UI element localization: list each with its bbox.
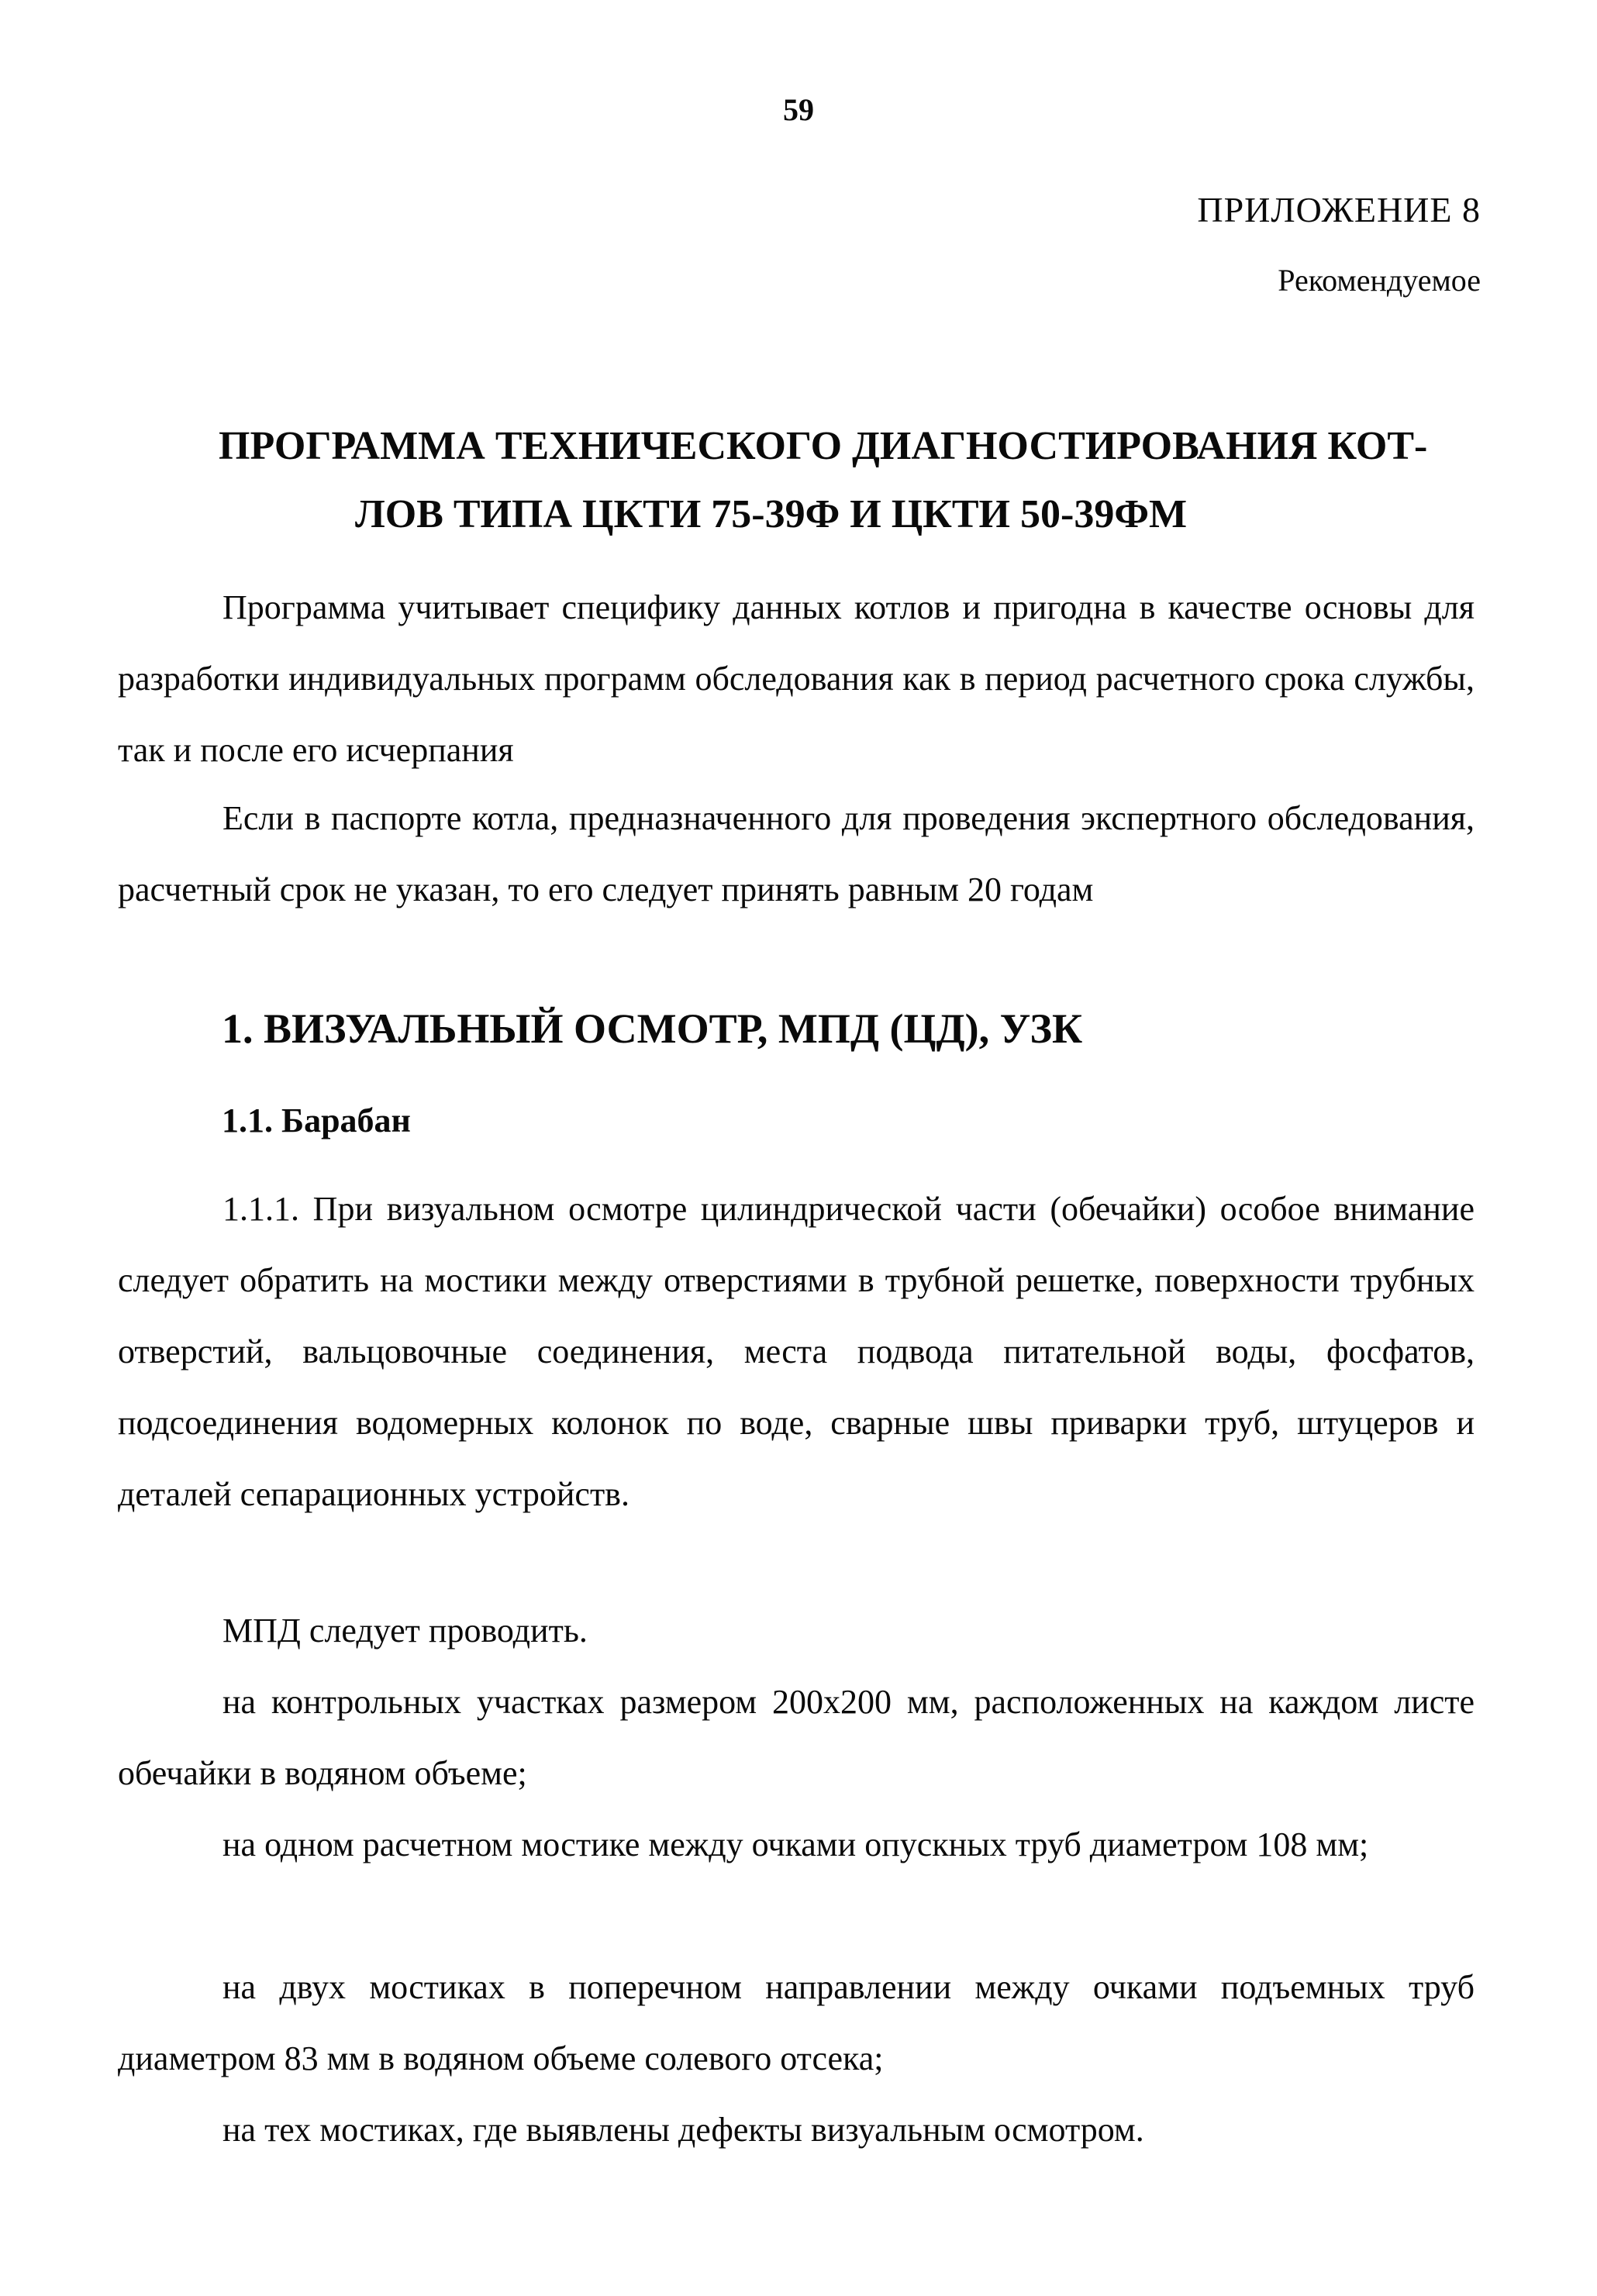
subsection-1-1-heading: 1.1. Барабан: [222, 1101, 411, 1139]
appendix-label: ПРИЛОЖЕНИЕ 8: [1197, 190, 1481, 229]
title-line-1: ПРОГРАММА ТЕХНИЧЕСКОГО ДИАГНОСТИРОВАНИЯ КОТ-: [219, 424, 1428, 468]
page-number: 59: [783, 92, 814, 127]
intro-paragraph-1: Программа учитывает специфику данных котлов и пригодна в качестве основы для разработки индивидуальных программ обследования как в период расчетного срока службы, так и после его исчерпания: [118, 588, 1475, 769]
section-1-heading: 1. ВИЗУАЛЬНЫЙ ОСМОТР, МПД (ЦД), УЗК: [222, 1005, 1083, 1052]
mpd-item-2: на одном расчетном мостике между очками опускных труб диаметром 108 мм;: [222, 1825, 1369, 1863]
mpd-item-1: на контрольных участках размером 200х200 мм, расположенных на каждом листе обечайки в водяном объеме;: [118, 1683, 1475, 1792]
title-line-2: ЛОВ ТИПА ЦКТИ 75-39Ф И ЦКТИ 50-39ФМ: [355, 492, 1188, 536]
mpd-item-3: на двух мостиках в поперечном направлении между очками подъемных труб диаметром 83 мм в водяном объеме солевого отсека;: [118, 1968, 1475, 2077]
intro-paragraph-2: Если в паспорте котла, предназначенного для проведения экспертного обследования, расчетный срок не указан, то его следует принять равным 20 годам: [118, 799, 1475, 908]
mpd-intro: МПД следует проводить.: [222, 1612, 588, 1650]
paragraph-1-1-1: 1.1.1. При визуальном осмотре цилиндрической части (обечайки) особое внимание следует обратить на мостики между отверстиями в трубной решетке, поверхности трубных отверстий, вальцовочные соединения, места подвода питательной воды, фосфатов, подсоединения водомерных колонок по воде, сварные швы приварки труб, штуцеров и деталей сепарационных устройств.: [118, 1190, 1475, 1513]
appendix-status: Рекомендуемое: [1278, 263, 1481, 298]
mpd-item-4: на тех мостиках, где выявлены дефекты визуальным осмотром.: [222, 2111, 1144, 2149]
